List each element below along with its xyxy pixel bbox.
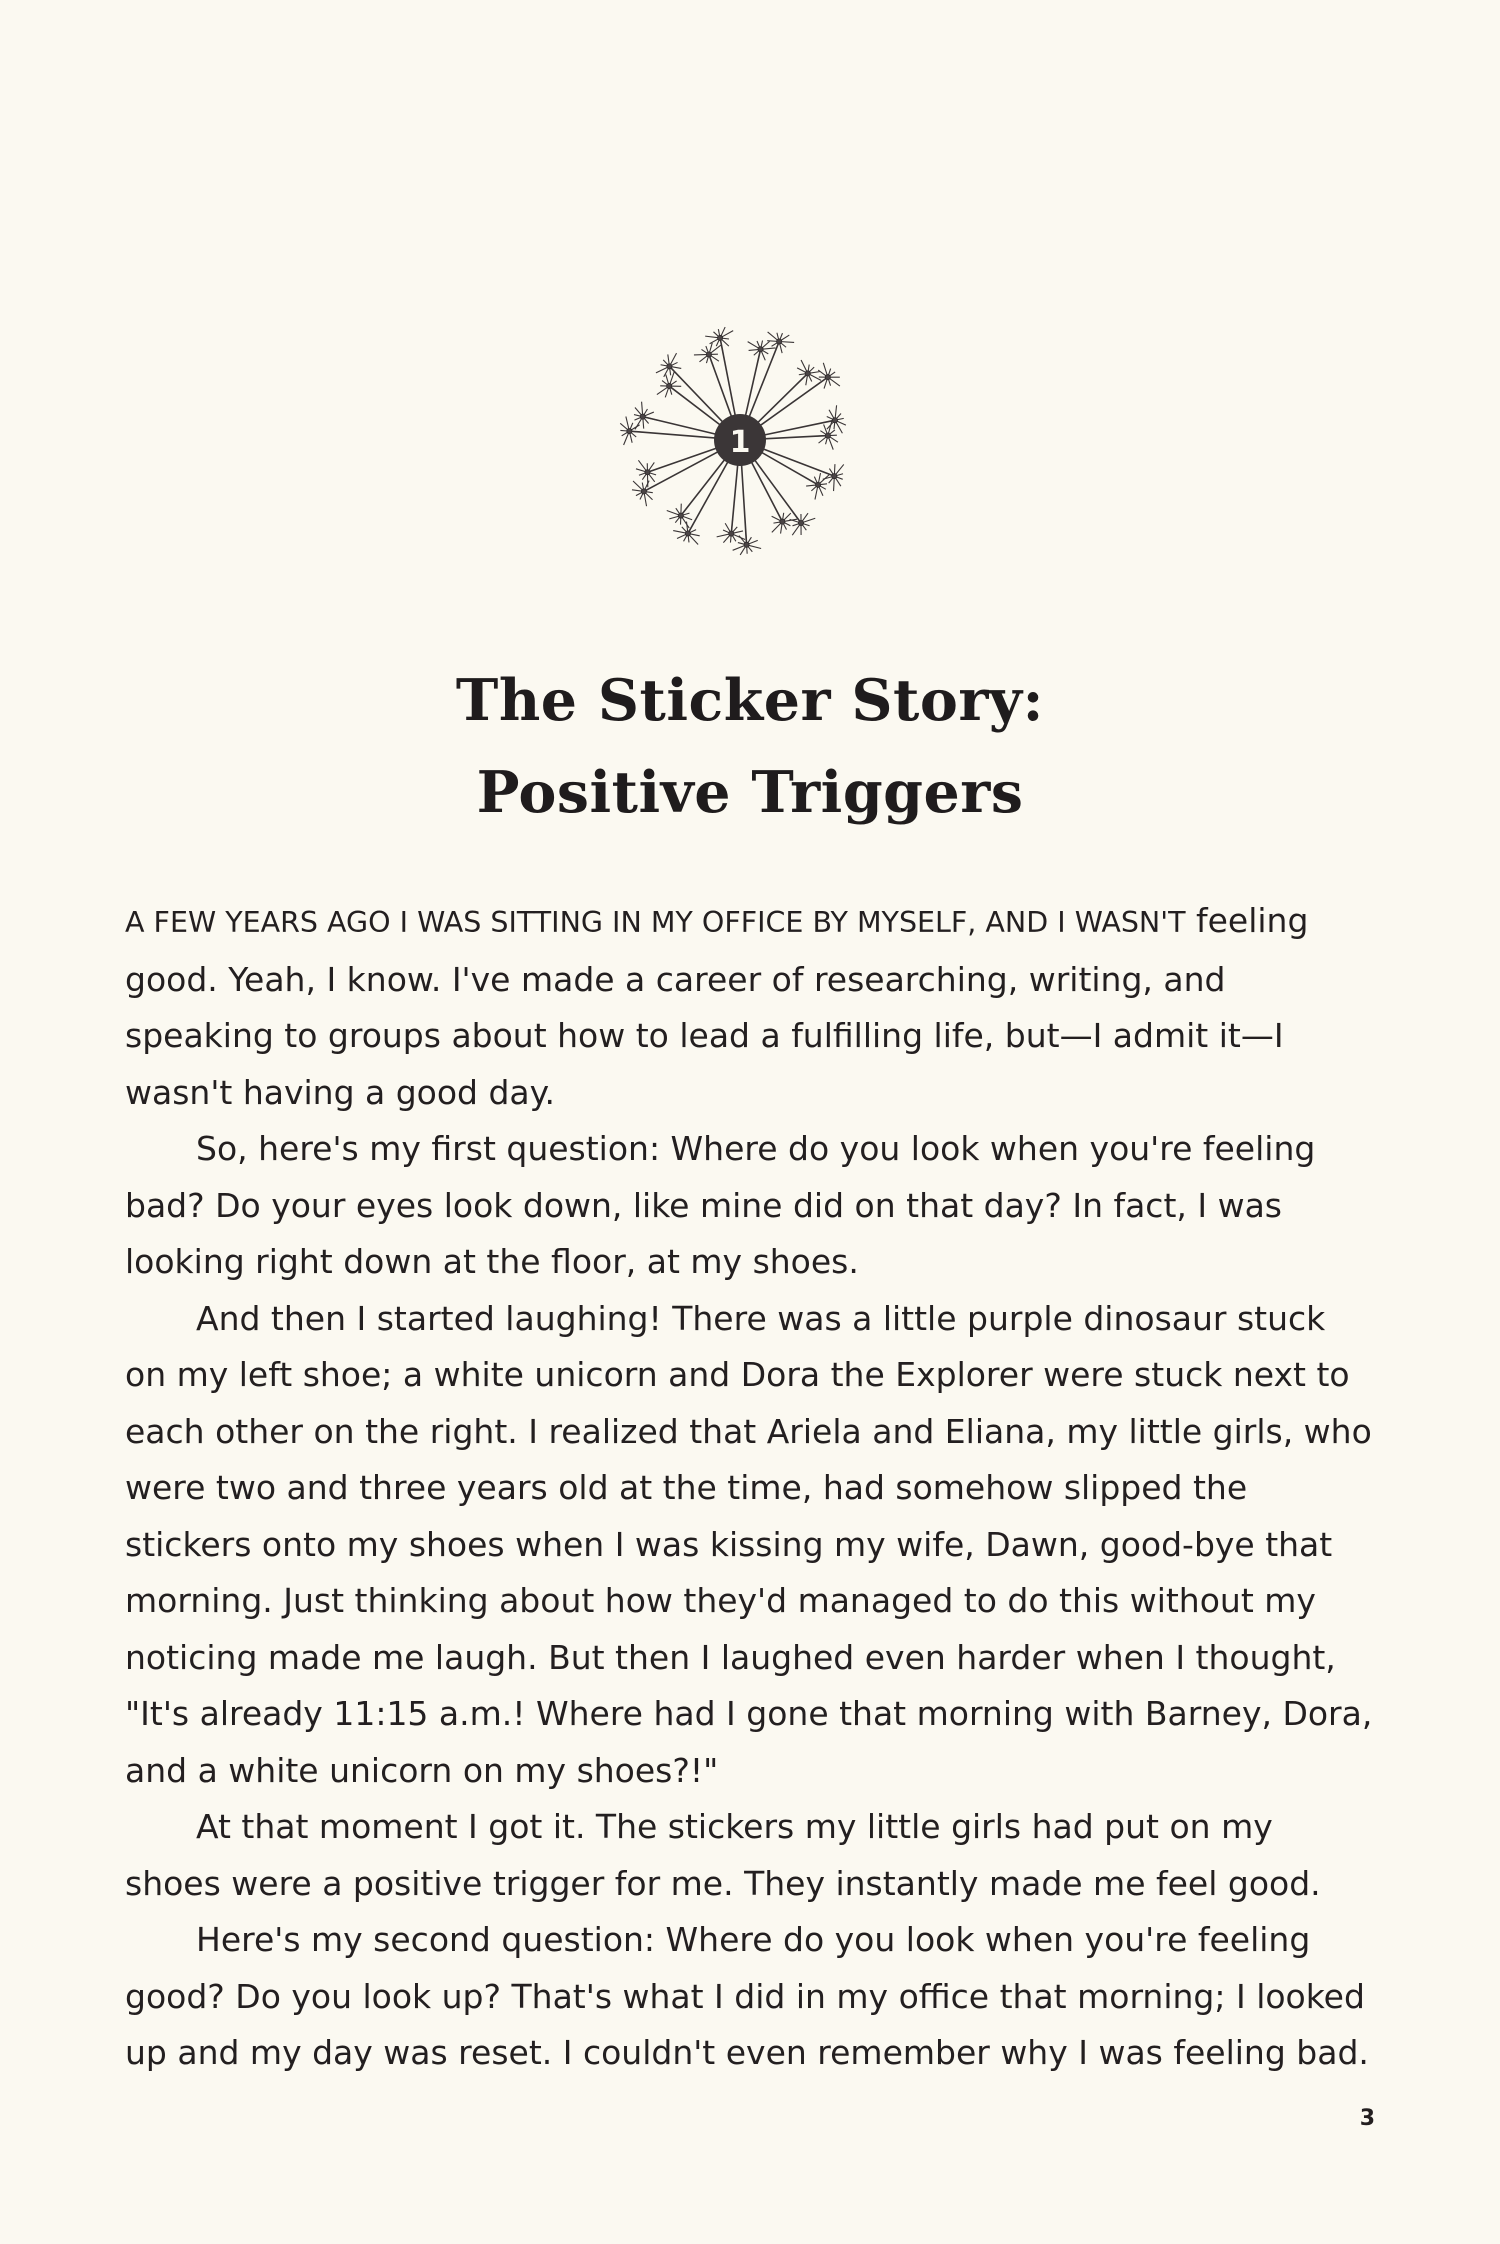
chapter-title-line-1: The Sticker Story: <box>455 667 1045 734</box>
paragraph-3: And then I started laughing! There was a little purple dinosaur stuck on my left shoe; a white unicorn and Dora the Explorer were stuck next to each other on the right. I realized that Ariela and Eliana, my little girls, who were two and three years old at the time, had somehow slipped the stickers onto my shoes when I was kissing my wife, Dawn, good-bye that morning. Just thinking about how they'd managed to do this without my noticing made me laugh. But then I laughed even harder when I thought, "It's already 11:15 a.m.! Where had I gone that morning with Barney, Dora, and a white unicorn on my shoes?!" <box>125 1298 1373 1790</box>
seed-tuft <box>733 530 761 555</box>
page-number: 3 <box>1359 2106 1375 2131</box>
paragraph-2: So, here's my first question: Where do you look when you're feeling bad? Do your eyes look down, like mine did on that day? In fact, I was looking right down at the floor, at my shoes. <box>125 1129 1316 1281</box>
seed-tuft <box>705 327 733 353</box>
chapter-number: 1 <box>729 425 751 460</box>
seed-tuft <box>805 473 829 499</box>
seed-tuft <box>632 481 657 507</box>
paragraph-1-text: feeling good. Yeah, I know. I've made a career of researching, writing, and speaking to groups about how to lead a fulfilling life, but—I admit it—I wasn't having a good day. <box>125 901 1309 1112</box>
seed-tuft <box>717 519 745 543</box>
paragraph-1 <box>125 893 1375 1121</box>
chapter-title-line-2: Positive Triggers <box>476 759 1024 826</box>
seed-tuft <box>820 464 843 491</box>
seed-tuft <box>694 343 721 369</box>
chapter-body <box>125 893 1375 2082</box>
dandelion-seedhead-icon <box>600 300 880 580</box>
paragraph-5: Here's my second question: Where do you look when you're feeling good? Do you look up? That's what I did in my office that morning; I looked up and my day was reset. I couldn't even remember why I was feeling bad. <box>125 1920 1369 2072</box>
chapter-title <box>250 655 1250 839</box>
lead-in-caps: A FEW YEARS AGO I WAS SITTING IN MY OFFICE BY MYSELF, AND I WASN'T <box>125 906 1186 939</box>
seed-tuft <box>816 363 840 389</box>
seed-tuft <box>767 332 794 356</box>
paragraph-4: At that moment I got it. The stickers my little girls had put on my shoes were a positive trigger for me. They instantly made me feel good. <box>125 1807 1321 1903</box>
seed-tuft <box>634 402 657 430</box>
seed-tuft <box>790 511 816 535</box>
seed-tuft <box>820 405 846 433</box>
